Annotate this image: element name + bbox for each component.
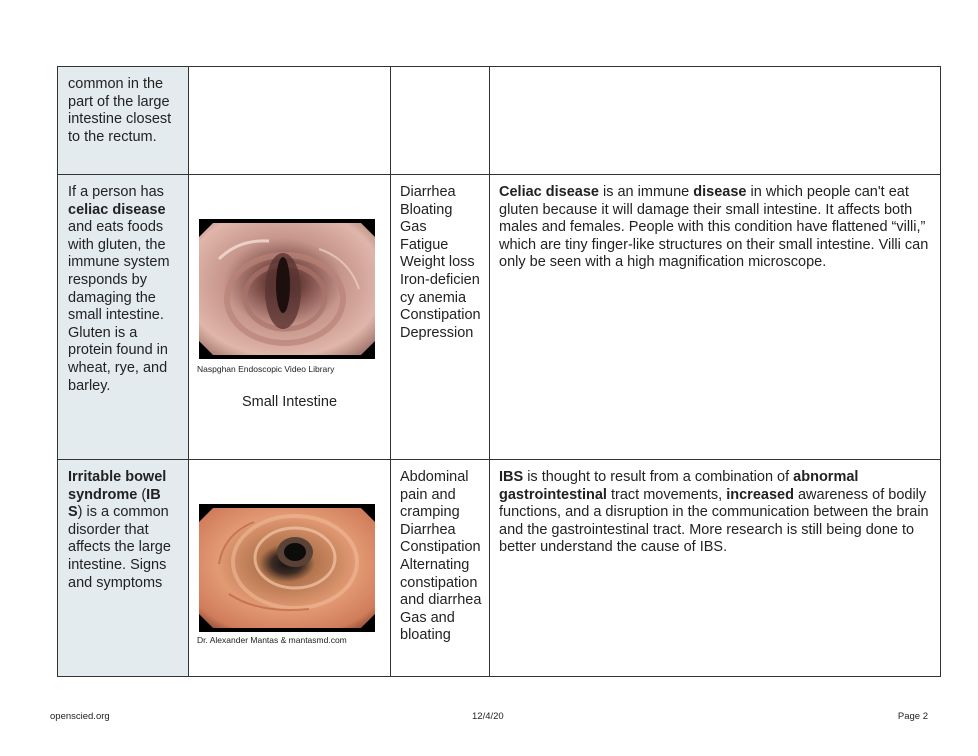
list-item: pain and bbox=[400, 486, 456, 503]
term-bold: celiac disease bbox=[68, 201, 166, 218]
list-item: Diarrhea bbox=[400, 521, 456, 538]
symptom-list bbox=[400, 469, 485, 645]
symptoms-cell bbox=[391, 67, 490, 175]
list-item: Gas and bbox=[400, 609, 455, 626]
disorder-cell: common in the part of the large intestine closest to the rectum. bbox=[58, 67, 189, 175]
list-item: and diarrhea bbox=[400, 592, 482, 609]
large-intestine-photo bbox=[199, 504, 375, 632]
list-item: Weight loss bbox=[400, 254, 475, 271]
description-cell: Celiac disease is an immune disease in which people can't eat gluten because it will damage their small intestine. It affects both males and females. People with this condition have flattened “villi,” which are tiny finger-like structures on their small intestine. Villi can only be seen with a high magnification microscope. bbox=[490, 175, 941, 460]
image-credit: Dr. Alexander Mantas & mantasmd.com bbox=[197, 635, 347, 645]
list-item: Depression bbox=[400, 324, 474, 341]
footer-page-number: Page 2 bbox=[897, 711, 928, 722]
image-cell bbox=[189, 460, 391, 677]
list-item: Gas bbox=[400, 219, 427, 236]
description-cell bbox=[490, 67, 941, 175]
list-item: Iron-deficien bbox=[400, 271, 480, 288]
small-intestine-photo bbox=[199, 219, 375, 359]
list-item: bloating bbox=[400, 627, 451, 644]
list-item: Constipation bbox=[400, 307, 481, 324]
list-item: Diarrhea bbox=[400, 184, 456, 200]
symptoms-cell bbox=[391, 460, 490, 677]
table-row bbox=[58, 460, 941, 677]
image-cell bbox=[189, 67, 391, 175]
list-item: constipation bbox=[400, 574, 478, 591]
disorders-table bbox=[57, 66, 941, 677]
list-item: Alternating bbox=[400, 556, 470, 573]
list-item: Bloating bbox=[400, 201, 453, 218]
list-item: Abdominal bbox=[400, 469, 469, 485]
image-cell bbox=[189, 175, 391, 460]
symptoms-cell bbox=[391, 175, 490, 460]
symptom-list bbox=[400, 184, 485, 342]
disorder-cell: If a person has celiac disease and eats foods with gluten, the immune system responds by damaging the small intestine. Gluten is a protein found in wheat, rye, and barley. bbox=[58, 175, 189, 460]
table-row bbox=[58, 175, 941, 460]
table-row bbox=[58, 67, 941, 175]
disorder-cell: Irritable bowel syndrome (IB S) is a common disorder that affects the large intestine. Signs and symptoms bbox=[58, 460, 189, 677]
image-caption: Small Intestine bbox=[241, 394, 338, 410]
footer-date: 12/4/20 bbox=[472, 711, 504, 722]
list-item: Constipation bbox=[400, 539, 481, 556]
description-cell: IBS is thought to result from a combination of abnormal gastrointestinal tract movements, increased awareness of bodily functions, and a disruption in the communication between the brain and the gastrointestinal tract. More research is still being done to better understand the cause of IBS. bbox=[490, 460, 941, 677]
footer-site: openscied.org bbox=[50, 711, 110, 722]
list-item: cy anemia bbox=[400, 289, 467, 306]
list-item: Fatigue bbox=[400, 236, 449, 253]
list-item: cramping bbox=[400, 504, 460, 521]
image-credit: Naspghan Endoscopic Video Library bbox=[197, 364, 335, 374]
